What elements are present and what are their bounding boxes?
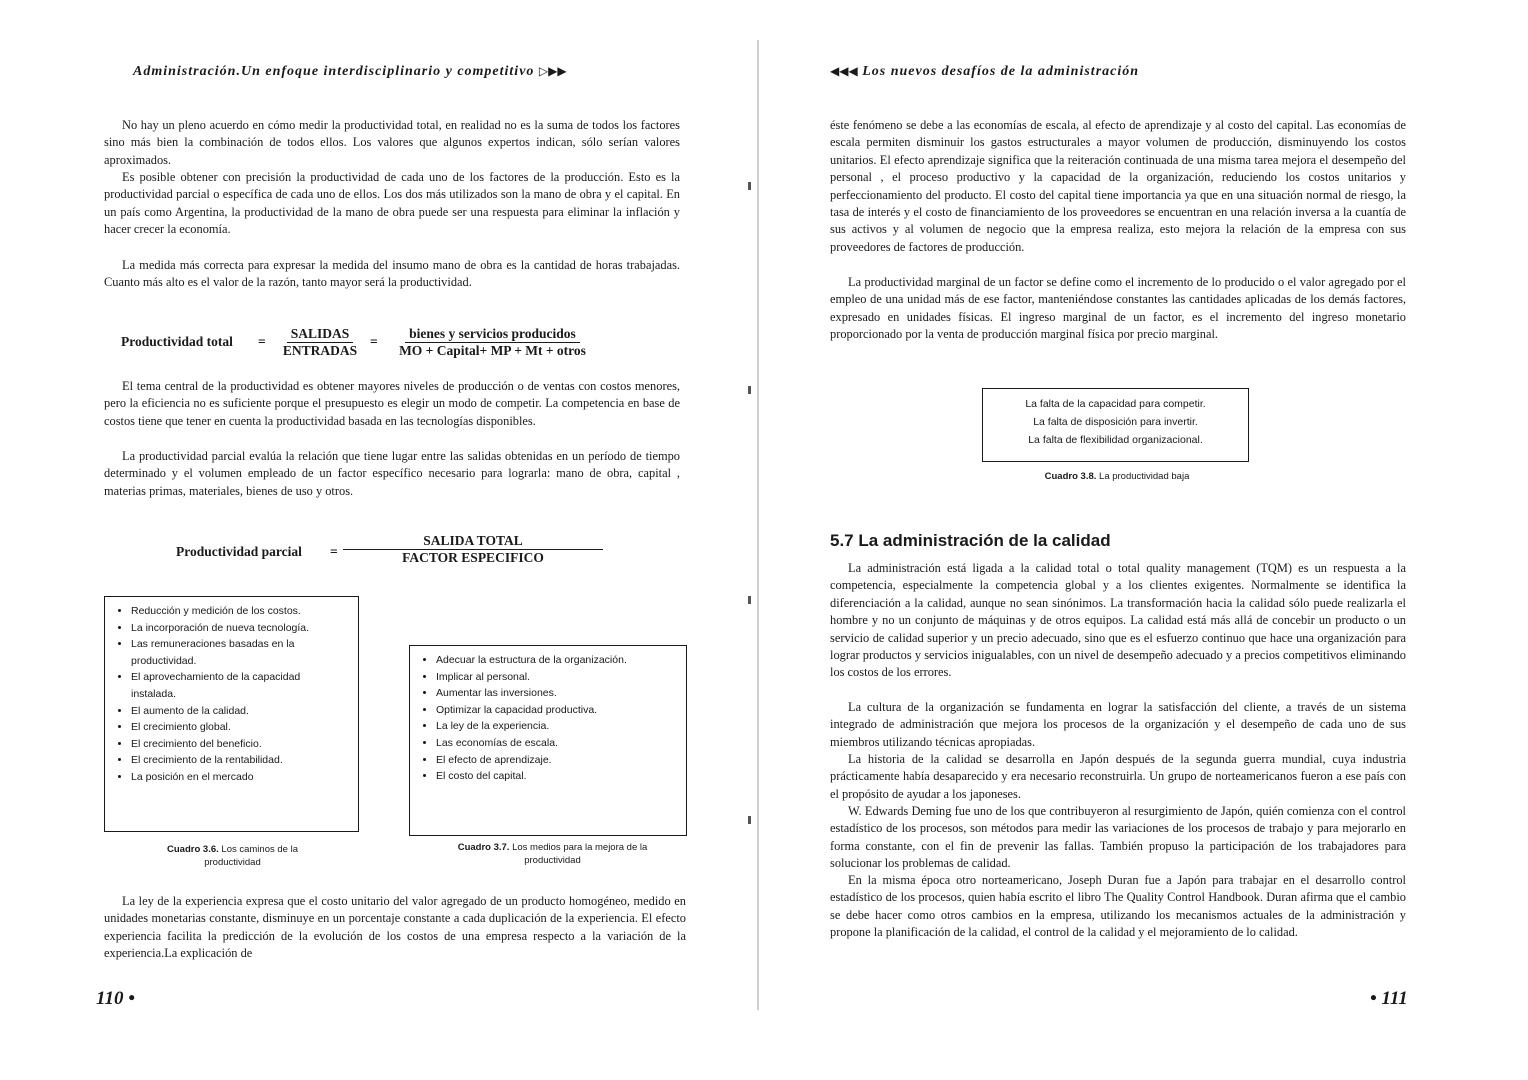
formula2-denominator: FACTOR ESPECIFICO <box>402 550 544 565</box>
box1-item: • Las remuneraciones basadas en la productividad. <box>131 636 348 669</box>
box2-item: • Adecuar la estructura de la organización. <box>436 652 676 669</box>
right-running-header <box>830 64 1139 80</box>
left-paragraph-6: La ley de la experiencia expresa que el costo unitario del valor agregado de un producto homogéneo, medido en unidades monetarias constante, disminuye en un porcentaje constante a cada duplicación de la experiencia. El efecto experiencia facilita la predicción de la evolución de los costos de una empresa respecto a la variación de la experiencia.La explicación de <box>104 894 686 961</box>
gutter-mark <box>748 182 751 190</box>
box2-caption-label: Cuadro 3.7. <box>457 842 510 853</box>
box2-item: • La ley de la experiencia. <box>436 718 676 735</box>
formula1-equals-2: = <box>370 334 378 349</box>
right-paragraph-2: La productividad marginal de un factor se define como el incremento de lo producido o el valor agregado por el empleo de una unidad más de ese factor, manteniéndose constantes las cantidades aplicadas de los demás factores, expresado en unidades físicas. El ingreso marginal de un factor, es el incremento del ingreso monetario proporcionado por la venta de producción marginal física por precio marginal. <box>830 275 1406 342</box>
box3-item: La falta de flexibilidad organizacional. <box>1028 434 1203 446</box>
right-paragraph-3: La administración está ligada a la calidad total o total quality management (TQM) es un respuesta a la competencia, especialmente la competencia global y a los clientes exigentes. Normalmente se identifica la diferenciación a la calidad, aunque no sean sinónimos. La transformación hacia la calidad sólo puede realizarla el hombre y no un conjunto de máquinas y de otros equipos. La calidad está más allá de concebir un producto o un servicio de calidad superior y un precio adecuado, sino que es el esfuerzo continuo que hace una organización para lograr productos y servicios inigualables, con un nivel de desempeño adecuado y a precios competitivos eliminando los costos de los errores. <box>830 561 1406 680</box>
left-paragraph-5: La productividad parcial evalúa la relación que tiene lugar entre las salidas obtenidas en un período de tiempo determinado y el volumen empleado de un factor específico necesario para lograrla: mano de obra, capital , materias primas, materiales, bienes de uso y otros. <box>104 449 680 498</box>
box-medios-mejora <box>409 645 687 836</box>
box1-caption <box>140 843 325 869</box>
box1-item: • Reducción y medición de los costos. <box>131 603 348 620</box>
box3-caption <box>982 470 1252 483</box>
box1-item: • El aprovechamiento de la capacidad instalada. <box>131 669 348 702</box>
box3-item: La falta de disposición para invertir. <box>1033 416 1198 428</box>
right-paragraph-5: La historia de la calidad se desarrolla en Japón después de la segunda guerra mundial, cuya industria prácticamente había desaparecido y era necesario reconstruirla. Un grupo de norteamericanos fueron a ese país con el propósito de ayudar a los japoneses. <box>830 752 1406 801</box>
right-paragraph-1: éste fenómeno se debe a las economías de escala, al efecto de aprendizaje y al costo del capital. Las economías de escala permiten disminuir los gastos estructurales a mayor volumen de producción, disminuyendo los costos unitarios. El efecto aprendizaje significa que la reiteración continuada de una misma tarea mejora el desempeño del personal , el proceso productivo y la capacidad de la organización, reduciendo los costos unitarios y perfeccionamiento del producto. El costo del capital tiene importancia ya que en una situación normal de riesgo, la tasa de interés y el costo de financiamiento de los proveedores se encuentran en una relación inversa a la cuantía de sus activos y al volumen de negocio que la empresa realiza, esto mejora la relación de la empresa con sus proveedores de factores de producción. <box>830 118 1406 254</box>
box2-item: • Optimizar la capacidad productiva. <box>436 702 676 719</box>
formula1-denominator-1: ENTRADAS <box>282 343 358 358</box>
left-paragraph-1: No hay un pleno acuerdo en cómo medir la productividad total, en realidad no es la suma de todos los factores sino más bien la combinación de todos ellos. Los valores que algunos expertos indican, sólo serían valores aproximados. <box>104 118 680 167</box>
formula1-fraction-1 <box>270 326 370 359</box>
box1-item: • El crecimiento global. <box>131 719 348 736</box>
formula2-numerator: SALIDA TOTAL <box>343 533 603 550</box>
right-paragraph-6: W. Edwards Deming fue uno de los que contribuyeron al resurgimiento de Japón, quién comienza con el control estadístico de los procesos, son métodos para medir las variaciones de los procesos de trabajo y para mejorarlo en forma constante, con el fin de prevenir las fallas. También propuso la participación de los trabajadores para solucionar los problemas de calidad. <box>830 804 1406 871</box>
gutter-mark <box>748 816 751 824</box>
box1-item: • El aumento de la calidad. <box>131 703 348 720</box>
box3-list <box>993 395 1238 449</box>
right-paragraph-4: La cultura de la organización se fundamenta en lograr la satisfacción del cliente, a través de un sistema integrado de administración que mejora los procesos de la organización y el desempeño de cada uno de sus miembros utilizando técnicas apropiadas. <box>830 700 1406 749</box>
formula2-fraction <box>343 533 603 566</box>
left-paragraph-3: La medida más correcta para expresar la medida del insumo mano de obra es la cantidad de horas trabajadas. Cuanto más alto es el valor de la razón, tanto mayor será la productividad. <box>104 258 680 290</box>
box2-item: • Las economías de escala. <box>436 735 676 752</box>
right-header-title: Los nuevos desafíos de la administración <box>862 64 1140 79</box>
formula1-numerator-2: bienes y servicios producidos <box>405 326 580 343</box>
box2-item: • El costo del capital. <box>436 768 676 785</box>
right-paragraph-7: En la misma época otro norteamericano, Joseph Duran fue a Japón para trabajar en el desarrollo control estadístico de los procesos, quien había escrito el libro The Quality Control Handbook. Duran afirma que el cambio se debe hacer como otros cambios en la empresa, utilizando los mecanismos actuales de la administración y propone la planificación de la calidad, el control de la calidad y el mejoramiento de lo calidad. <box>830 873 1406 940</box>
box1-caption-label: Cuadro 3.6. <box>167 844 219 855</box>
gutter-mark <box>748 386 751 394</box>
box1-item: • La posición en el mercado <box>131 769 348 786</box>
formula2-label: Productividad parcial <box>176 544 302 559</box>
left-paragraph-4: El tema central de la productividad es obtener mayores niveles de producción o de ventas con costos menores, pero la eficiencia no es suficiente porque el presupuesto es elegir un modo de competir. La competencia en base de costos tiene que tener en cuenta la productividad basada en las tecnologías disponibles. <box>104 379 680 428</box>
right-header-arrows: ◀◀◀ <box>830 64 858 78</box>
box3-item: La falta de la capacidad para competir. <box>1025 398 1206 410</box>
right-page-number: • 111 <box>1370 988 1408 1009</box>
box1-caption-text: Los caminos de la productividad <box>204 844 298 868</box>
box-productividad-baja <box>982 388 1249 462</box>
left-page <box>0 0 760 1080</box>
box2-item: • El efecto de aprendizaje. <box>436 752 676 769</box>
box1-item: • El crecimiento del beneficio. <box>131 736 348 753</box>
book-gutter <box>757 40 759 1010</box>
box3-caption-label: Cuadro 3.8. <box>1044 471 1097 482</box>
formula1-equals: = <box>258 334 266 349</box>
box1-item: • La incorporación de nueva tecnología. <box>131 620 348 637</box>
formula2-equals: = <box>330 544 338 559</box>
right-page <box>762 0 1528 1080</box>
left-page-number: 110 • <box>96 988 135 1009</box>
gutter-mark <box>748 596 751 604</box>
box2-caption <box>430 841 675 867</box>
box2-list <box>420 652 676 785</box>
box2-caption-text: Los medios para la mejora de la productividad <box>512 842 648 866</box>
formula1-label: Productividad total <box>121 334 233 349</box>
box3-caption-text: La productividad baja <box>1099 471 1190 482</box>
formula1-fraction-2 <box>380 326 605 359</box>
left-paragraph-2: Es posible obtener con precisión la productividad de cada uno de los factores de la producción. Esto es la productividad parcial o específica de cada uno de ellos. Los dos más utilizados son la mano de obra y el capital. En un país como Argentina, la productividad de la mano de obra puede ser una respuesta para eliminar la inflación y hacer crecer la economía. <box>104 170 680 237</box>
section-title-calidad: 5.7 La administración de la calidad <box>830 531 1111 550</box>
box2-item: • Implicar al personal. <box>436 669 676 686</box>
box-caminos-productividad <box>104 596 359 832</box>
left-running-header <box>133 64 567 80</box>
box1-item: • El crecimiento de la rentabilidad. <box>131 752 348 769</box>
box2-item: • Aumentar las inversiones. <box>436 685 676 702</box>
box1-list <box>115 603 348 786</box>
formula1-numerator-1: SALIDAS <box>287 326 354 343</box>
left-header-arrows: ▷▶▶ <box>538 64 567 78</box>
formula1-denominator-2: MO + Capital+ MP + Mt + otros <box>399 343 586 358</box>
left-header-title: Administración.Un enfoque interdisciplinario y competitivo <box>133 64 535 79</box>
